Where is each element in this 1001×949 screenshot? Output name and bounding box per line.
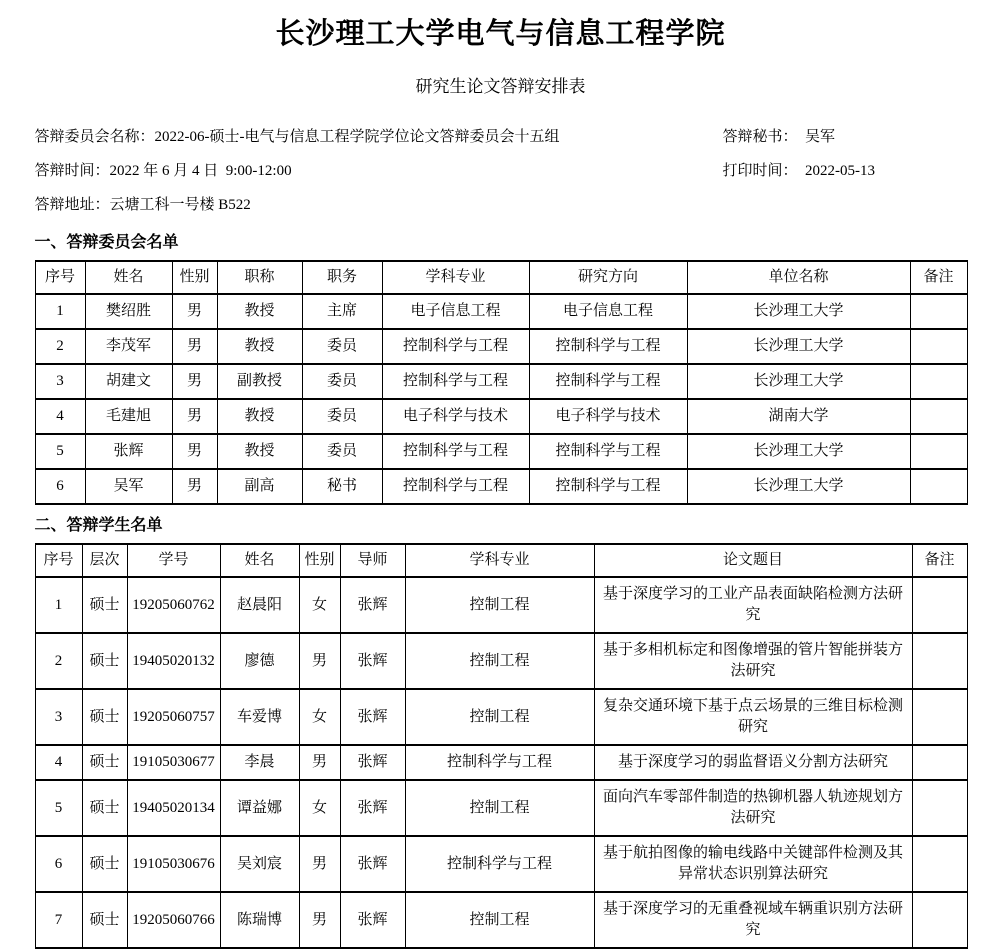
table-cell: 控制工程 (405, 633, 594, 689)
committee-table (35, 260, 968, 505)
table-cell: 2 (35, 633, 82, 689)
table-cell: 男 (299, 745, 340, 780)
table-cell: 控制工程 (405, 780, 594, 836)
column-header: 备注 (912, 544, 967, 577)
table-cell: 电子信息工程 (382, 294, 529, 329)
column-header: 学号 (127, 544, 220, 577)
table-cell: 硕士 (82, 689, 127, 745)
table-cell: 陈瑞博 (220, 892, 299, 948)
column-header: 职称 (217, 261, 302, 294)
table-cell: 3 (35, 689, 82, 745)
table-cell: 2 (35, 329, 85, 364)
table-cell: 李晨 (220, 745, 299, 780)
table-cell (910, 294, 967, 329)
table-cell: 男 (172, 329, 217, 364)
table-cell: 男 (299, 892, 340, 948)
table-cell: 19405020134 (127, 780, 220, 836)
table-cell: 6 (35, 836, 82, 892)
table-row (35, 577, 967, 633)
info-row-1 (35, 120, 967, 154)
table-row (35, 780, 967, 836)
table-cell: 19205060766 (127, 892, 220, 948)
table-row (35, 892, 967, 948)
table-cell: 控制科学与工程 (529, 469, 687, 504)
table-cell (910, 364, 967, 399)
table-cell: 男 (172, 294, 217, 329)
table-cell: 长沙理工大学 (687, 329, 910, 364)
table-cell: 电子科学与技术 (529, 399, 687, 434)
table-cell (912, 633, 967, 689)
table-cell: 张辉 (340, 633, 405, 689)
table-row (35, 434, 967, 469)
table-cell: 胡建文 (85, 364, 172, 399)
table-cell: 控制工程 (405, 689, 594, 745)
table-cell: 19205060757 (127, 689, 220, 745)
defense-address-line: 答辩地址：云塘工科一号楼 B522 (34, 197, 251, 213)
table-cell: 委员 (302, 434, 382, 469)
table-cell: 委员 (302, 364, 382, 399)
column-header: 研究方向 (529, 261, 687, 294)
table-row (35, 633, 967, 689)
header-info (35, 120, 967, 222)
table-cell (912, 689, 967, 745)
table-cell (912, 836, 967, 892)
table-cell: 教授 (217, 329, 302, 364)
table-cell: 控制科学与工程 (405, 836, 594, 892)
table-cell: 教授 (217, 294, 302, 329)
table-cell: 控制工程 (405, 892, 594, 948)
table-cell: 5 (35, 780, 82, 836)
table-row (35, 745, 967, 780)
table-cell: 秘书 (302, 469, 382, 504)
table-cell (912, 892, 967, 948)
table-cell: 李茂军 (85, 329, 172, 364)
table-cell (910, 469, 967, 504)
column-header: 性别 (299, 544, 340, 577)
table-cell: 硕士 (82, 745, 127, 780)
table-cell: 电子信息工程 (529, 294, 687, 329)
column-header: 职务 (302, 261, 382, 294)
table-cell: 硕士 (82, 577, 127, 633)
table-cell: 控制工程 (405, 577, 594, 633)
table-cell: 基于深度学习的工业产品表面缺陷检测方法研究 (594, 577, 912, 633)
table-cell: 5 (35, 434, 85, 469)
table-cell: 主席 (302, 294, 382, 329)
table-cell: 1 (35, 577, 82, 633)
committee-table-body (35, 294, 967, 504)
table-cell: 硕士 (82, 633, 127, 689)
table-cell: 教授 (217, 399, 302, 434)
table-cell: 复杂交通环境下基于点云场景的三维目标检测研究 (594, 689, 912, 745)
table-cell: 副教授 (217, 364, 302, 399)
table-cell: 3 (35, 364, 85, 399)
info-row-2 (35, 154, 967, 188)
table-cell: 男 (299, 836, 340, 892)
column-header: 单位名称 (687, 261, 910, 294)
table-cell: 控制科学与工程 (529, 329, 687, 364)
table-cell: 控制科学与工程 (382, 364, 529, 399)
page-subtitle: 研究生论文答辩安排表 (415, 77, 586, 96)
table-cell: 张辉 (340, 836, 405, 892)
table-cell: 委员 (302, 399, 382, 434)
table-row (35, 689, 967, 745)
table-cell: 4 (35, 399, 85, 434)
table-row (35, 364, 967, 399)
table-cell: 男 (172, 434, 217, 469)
table-cell: 女 (299, 577, 340, 633)
info-row-3 (35, 188, 967, 222)
table-cell: 6 (35, 469, 85, 504)
table-cell: 硕士 (82, 780, 127, 836)
table-cell: 基于多相机标定和图像增强的管片智能拼装方法研究 (594, 633, 912, 689)
table-cell (910, 434, 967, 469)
committee-section-heading: 一、答辩委员会名单 (34, 234, 179, 251)
table-cell: 吴刘宸 (220, 836, 299, 892)
column-header: 层次 (82, 544, 127, 577)
table-cell: 男 (172, 399, 217, 434)
committee-table-header-row (35, 261, 967, 294)
table-cell: 男 (172, 364, 217, 399)
column-header: 姓名 (220, 544, 299, 577)
document-page (35, 0, 967, 949)
column-header: 序号 (35, 261, 85, 294)
table-row (35, 329, 967, 364)
table-cell: 吴军 (85, 469, 172, 504)
table-cell: 长沙理工大学 (687, 294, 910, 329)
page-title: 长沙理工大学电气与信息工程学院 (275, 18, 726, 50)
table-cell: 湖南大学 (687, 399, 910, 434)
column-header: 性别 (172, 261, 217, 294)
column-header: 备注 (910, 261, 967, 294)
students-section-heading: 二、答辩学生名单 (34, 517, 163, 534)
column-header: 学科专业 (405, 544, 594, 577)
secretary-line: 答辩秘书： 吴军 (722, 129, 836, 145)
table-row (35, 469, 967, 504)
table-cell: 男 (172, 469, 217, 504)
table-cell: 控制科学与工程 (382, 469, 529, 504)
print-time-line: 打印时间： 2022-05-13 (722, 163, 875, 179)
table-row (35, 399, 967, 434)
column-header: 学科专业 (382, 261, 529, 294)
table-cell: 赵晨阳 (220, 577, 299, 633)
table-cell (910, 329, 967, 364)
table-cell: 长沙理工大学 (687, 434, 910, 469)
table-cell: 谭益娜 (220, 780, 299, 836)
table-cell: 张辉 (340, 892, 405, 948)
column-header: 姓名 (85, 261, 172, 294)
table-cell: 张辉 (340, 689, 405, 745)
table-cell: 电子科学与技术 (382, 399, 529, 434)
table-cell: 基于航拍图像的输电线路中关键部件检测及其异常状态识别算法研究 (594, 836, 912, 892)
column-header: 序号 (35, 544, 82, 577)
table-cell: 樊绍胜 (85, 294, 172, 329)
table-cell: 男 (299, 633, 340, 689)
table-cell: 女 (299, 780, 340, 836)
table-cell: 女 (299, 689, 340, 745)
table-cell: 19205060762 (127, 577, 220, 633)
table-cell: 1 (35, 294, 85, 329)
table-cell: 毛建旭 (85, 399, 172, 434)
table-cell: 面向汽车零部件制造的热铆机器人轨迹规划方法研究 (594, 780, 912, 836)
table-cell: 张辉 (340, 745, 405, 780)
table-cell: 4 (35, 745, 82, 780)
committee-name-line: 答辩委员会名称：2022-06-硕士-电气与信息工程学院学位论文答辩委员会十五组 (34, 129, 560, 145)
table-cell (912, 577, 967, 633)
table-cell: 硕士 (82, 892, 127, 948)
table-cell (910, 399, 967, 434)
table-cell: 控制科学与工程 (405, 745, 594, 780)
table-cell: 控制科学与工程 (529, 434, 687, 469)
table-cell: 基于深度学习的无重叠视域车辆重识别方法研究 (594, 892, 912, 948)
students-table-header-row (35, 544, 967, 577)
students-table (35, 543, 968, 949)
table-cell: 长沙理工大学 (687, 364, 910, 399)
table-cell (912, 780, 967, 836)
table-row (35, 836, 967, 892)
column-header: 论文题目 (594, 544, 912, 577)
column-header: 导师 (340, 544, 405, 577)
table-cell: 长沙理工大学 (687, 469, 910, 504)
table-cell: 控制科学与工程 (382, 434, 529, 469)
table-cell: 教授 (217, 434, 302, 469)
table-row (35, 294, 967, 329)
table-cell: 车爱博 (220, 689, 299, 745)
defense-time-line: 答辩时间：2022 年 6 月 4 日 9:00-12:00 (34, 163, 292, 179)
table-cell: 张辉 (340, 780, 405, 836)
table-cell: 控制科学与工程 (529, 364, 687, 399)
table-cell: 张辉 (340, 577, 405, 633)
table-cell (912, 745, 967, 780)
table-cell: 19405020132 (127, 633, 220, 689)
students-table-body (35, 577, 967, 948)
table-cell: 19105030676 (127, 836, 220, 892)
table-cell: 张辉 (85, 434, 172, 469)
table-cell: 硕士 (82, 836, 127, 892)
table-cell: 19105030677 (127, 745, 220, 780)
table-cell: 基于深度学习的弱监督语义分割方法研究 (594, 745, 912, 780)
table-cell: 控制科学与工程 (382, 329, 529, 364)
table-cell: 廖德 (220, 633, 299, 689)
table-cell: 委员 (302, 329, 382, 364)
table-cell: 7 (35, 892, 82, 948)
table-cell: 副高 (217, 469, 302, 504)
